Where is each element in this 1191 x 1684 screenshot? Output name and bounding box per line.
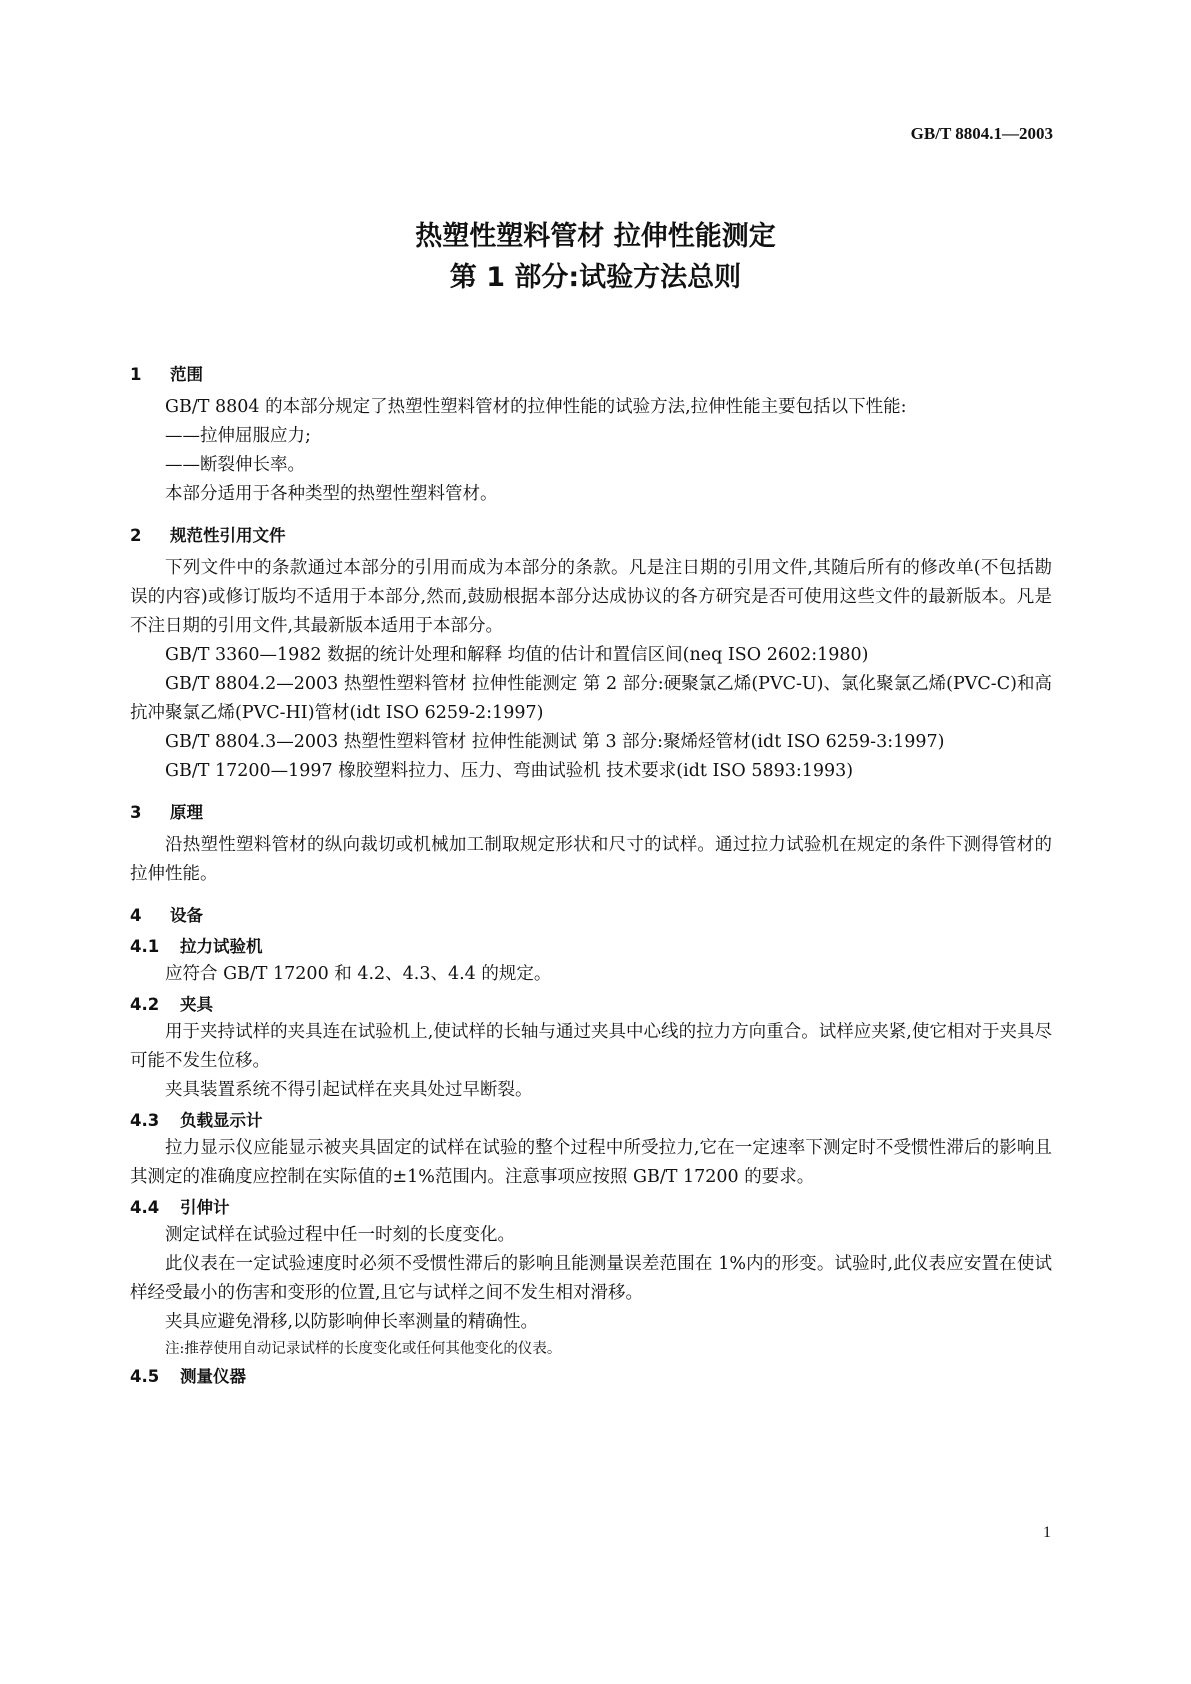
reference-item: GB/T 8804.2—2003 热塑性塑料管材 拉伸性能测定 第 2 部分:硬聚氯乙烯(PVC-U)、氯化聚氯乙烯(PVC-C)和高抗冲聚氯乙烯(PVC-HI)管材(idt ISO 6259-2:1997) xyxy=(130,674,1052,723)
section-4-heading: 4 设备 xyxy=(130,906,203,925)
document-code: GB/T 8804.1—2003 xyxy=(910,124,1053,143)
section-1-heading: 1 范围 xyxy=(130,365,203,384)
paragraph: 用于夹持试样的夹具连在试验机上,使试样的长轴与通过夹具中心线的拉力方向重合。试样应夹紧,使它相对于夹具尽可能不发生位移。 xyxy=(130,1022,1052,1071)
reference-item: GB/T 3360—1982 数据的统计处理和解释 均值的估计和置信区间(neq ISO 2602:1980) xyxy=(165,645,869,665)
paragraph: 本部分适用于各种类型的热塑性塑料管材。 xyxy=(165,484,498,504)
paragraph: 应符合 GB/T 17200 和 4.2、4.3、4.4 的规定。 xyxy=(165,964,552,984)
paragraph: 此仪表在一定试验速度时必须不受惯性滞后的影响且能测量误差范围在 1%内的形变。试验时,此仪表应安置在使试样经受最小的伤害和变形的位置,且它与试样之间不发生相对滑移。 xyxy=(130,1254,1052,1303)
paragraph: 夹具装置系统不得引起试样在夹具处过早断裂。 xyxy=(165,1080,533,1100)
section-4-5-heading: 4.5 测量仪器 xyxy=(130,1367,246,1386)
document-body xyxy=(130,360,1052,1390)
paragraph: 测定试样在试验过程中任一时刻的长度变化。 xyxy=(165,1225,515,1245)
paragraph: 拉力显示仪应能显示被夹具固定的试样在试验的整个过程中所受拉力,它在一定速率下测定时不受惯性滞后的影响且其测定的准确度应控制在实际值的±1%范围内。注意事项应按照 GB/T 17200 的要求。 xyxy=(130,1138,1052,1187)
section-3-heading: 3 原理 xyxy=(130,803,203,822)
title-line-2: 第 1 部分:试验方法总则 xyxy=(449,262,742,293)
list-item: ——断裂伸长率。 xyxy=(165,455,305,475)
page-number: 1 xyxy=(1043,1524,1051,1541)
section-4-1-heading: 4.1 拉力试验机 xyxy=(130,937,263,956)
title-line-1: 热塑性塑料管材 拉伸性能测定 xyxy=(415,221,776,252)
list-item: ——拉伸屈服应力; xyxy=(165,426,311,446)
section-4-3-heading: 4.3 负载显示计 xyxy=(130,1111,263,1130)
paragraph: GB/T 8804 的本部分规定了热塑性塑料管材的拉伸性能的试验方法,拉伸性能主要包括以下性能: xyxy=(165,397,907,417)
paragraph: 沿热塑性塑料管材的纵向裁切或机械加工制取规定形状和尺寸的试样。通过拉力试验机在规定的条件下测得管材的拉伸性能。 xyxy=(130,835,1052,884)
reference-item: GB/T 17200—1997 橡胶塑料拉力、压力、弯曲试验机 技术要求(idt ISO 5893:1993) xyxy=(165,761,854,781)
paragraph: 下列文件中的条款通过本部分的引用而成为本部分的条款。凡是注日期的引用文件,其随后所有的修改单(不包括勘误的内容)或修订版均不适用于本部分,然而,鼓励根据本部分达成协议的各方研究是否可使用这些文件的最新版本。凡是不注日期的引用文件,其最新版本适用于本部分。 xyxy=(130,558,1052,636)
section-2-heading: 2 规范性引用文件 xyxy=(130,526,286,545)
section-4-2-heading: 4.2 夹具 xyxy=(130,995,213,1014)
section-4-4-heading: 4.4 引伸计 xyxy=(130,1198,230,1217)
paragraph: 夹具应避免滑移,以防影响伸长率测量的精确性。 xyxy=(165,1312,539,1332)
reference-item: GB/T 8804.3—2003 热塑性塑料管材 拉伸性能测试 第 3 部分:聚烯烃管材(idt ISO 6259-3:1997) xyxy=(165,732,945,752)
note: 注:推荐使用自动记录试样的长度变化或任何其他变化的仪表。 xyxy=(165,1341,562,1357)
